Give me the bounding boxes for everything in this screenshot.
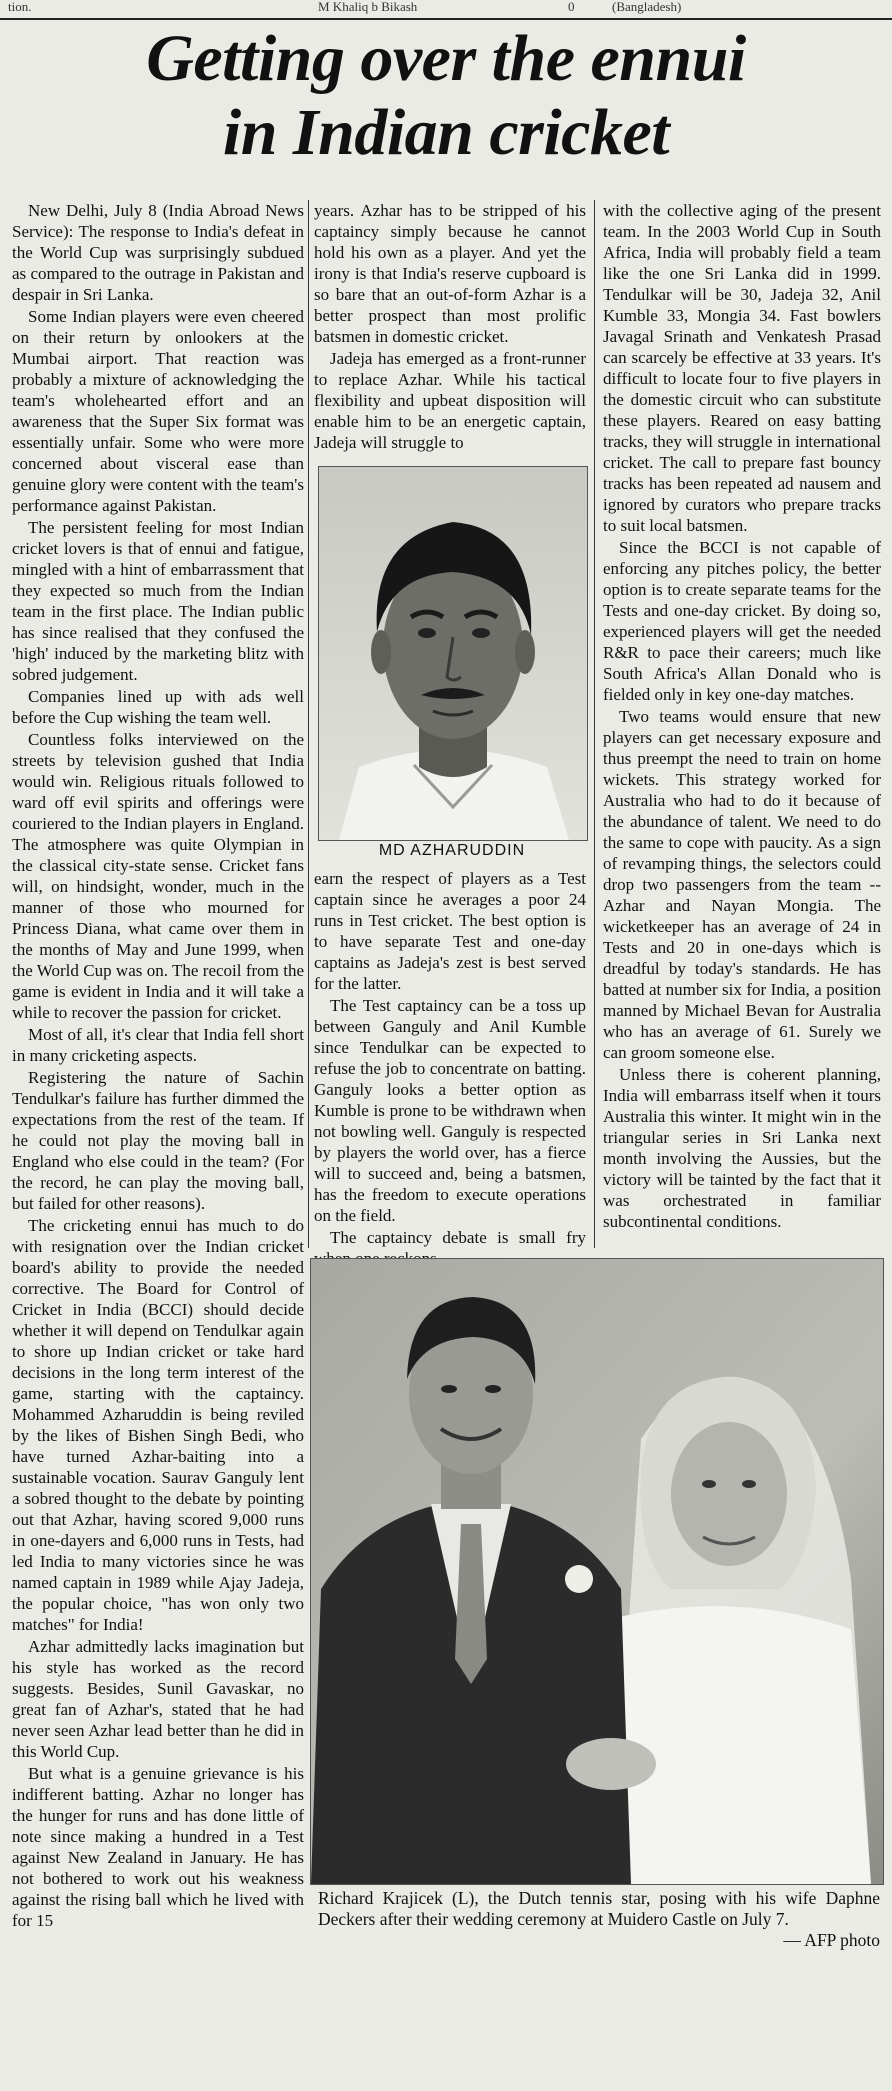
fragment-author: M Khaliq b Bikash: [318, 0, 418, 14]
paragraph: Countless folks interviewed on the streets by television gushed that India would win. Religious rituals followed to ward off evil spirits and offerings were couriered to the Indian players in England. The atmosphere was quite Olympian in the classical city-state sense. Cricket fans will, on hindsight, wonder, much in the manner of those who mourned for Princess Diana, what came over them in the months of May and June 1999, when the World Cup was on. The recoil from the game is evident in India and it will take a while to recover the passion for cricket.: [12, 730, 304, 1022]
paragraph: Azhar admittedly lacks imagination but his style has worked as the record suggests. Besides, Sunil Gavaskar, no great fan of Azhar's, stated that he had never seen Azhar lead better than he did in this World Cup.: [12, 1637, 304, 1761]
wedding-photo: [310, 1258, 884, 1885]
azharuddin-photo: [318, 466, 588, 841]
paragraph: years. Azhar has to be stripped of his captaincy simply because he cannot hold his own as a player. And yet the irony is that India's reserve cupboard is so bare that an out-of-form Azhar is a better prospect than most prolific batsmen in domestic cricket.: [314, 201, 586, 346]
wedding-caption: [318, 1888, 880, 1951]
fragment-left: tion.: [8, 0, 32, 14]
paragraph: Jadeja has emerged as a front-runner to replace Azhar. While his tactical flexibility and upbeat disposition will enable him to be an energetic captain, Jadeja will struggle to: [314, 349, 586, 452]
paragraph: The cricketing ennui has much to do with resignation over the Indian cricket board's ability to provide the needed corrective. The Board for Control of Cricket in India (BCCI) should decide whether it will depend on Tendulkar again to shore up Indian cricket or take hard decisions in the long term interest of the game, starting with the captaincy. Mohammed Azharuddin is being reviled by the likes of Bishen Singh Bedi, who have turned Azhar-baiting into a sustainable vocation. Saurav Ganguly lent a sobred thought to the debate by pointing out that Azhar, having scored 9,000 runs in one-dayers and 6,000 runs in Tests, had led India to many victories since he was named captain in 1989 while Ajay Jadeja, the popular choice, "has won only two matches" for India!: [12, 1216, 304, 1634]
paragraph: New Delhi, July 8 (India Abroad News Service): The response to India's defeat in the World Cup was surprisingly subdued as compared to the outrage in Pakistan and despair in Sri Lanka.: [12, 201, 304, 304]
headline-line-2: in Indian cricket: [222, 96, 670, 169]
paragraph: Companies lined up with ads well before the Cup wishing the team well.: [12, 687, 304, 727]
paragraph: Registering the nature of Sachin Tendulkar's failure has further dimmed the expectations from the rest of the team. If he could not play the moving ball in England who else could in the team? (For the record, he can play the moving ball, but failed for other reasons).: [12, 1068, 304, 1213]
article-column-2-top: [314, 200, 586, 454]
paragraph: But what is a genuine grievance is his indifferent batting. Azhar no longer has the hunger for runs and has done little of note since making a hundred in a Test against New Zealand in January. He has not bothered to work out his weakness against the rising ball which he lived with for 15: [12, 1764, 304, 1930]
article-column-1: [12, 200, 304, 1932]
paragraph: Two teams would ensure that new players can get necessary exposure and thus preempt the need to train on home wickets. This strategy worked for Australia who had to do it because of the abundance of talent. We need to do the same to cope with paucity. As a sign of revamping things, the selectors could drop two passengers from the team -- Azhar and Nayan Mongia. The wicketkeeper has an average of 24 in Tests and 20 in one-days which is dreadful by today's standards. He has batted at number six for India, a position manned by Michael Bevan for Australia who has an average of 61. Surely we can groom someone else.: [603, 707, 881, 1062]
paragraph: Since the BCCI is not capable of enforcing any pitches policy, the better option is to create separate teams for the Tests and one-day cricket. By doing so, experienced players will get the needed R&R to pace their careers; much like South Africa's Allan Donald who is fielded only in key one-day matches.: [603, 538, 881, 704]
headline-line-1: Getting over the ennui: [146, 22, 746, 95]
previous-article-fragment: [0, 0, 892, 20]
azharuddin-caption: MD AZHARUDDIN: [378, 842, 526, 859]
paragraph: with the collective aging of the present team. In the 2003 World Cup in South Africa, India will probably field a team like the one Sri Lanka did in 1999. Tendulkar will be 30, Jadeja 32, Anil Kumble 33, Mongia 34. Fast bowlers Javagal Srinath and Venkatesh Prasad can scarcely be effective at 33 years. It's difficult to locate four to five players in the domestic circuit who can substitute these players. Reared on easy batting tracks, they will struggle in international cricket. The call to prepare fast bouncy tracks has been repeated ad nausem and ignored by curators who prepare tracks to suit local batsmen.: [603, 201, 881, 535]
paragraph: The persistent feeling for most Indian cricket lovers is that of ennui and fatigue, mingled with a hint of embarrassment that they expected so much from the Indian team in the first place. The Indian public has since realised that they confused the 'high' induced by the marketing blitz with sobred judgement.: [12, 518, 304, 684]
column-rule: [594, 200, 595, 1248]
column-rule: [308, 200, 309, 1248]
paragraph: Most of all, it's clear that India fell short in many cricketing aspects.: [12, 1025, 304, 1065]
article-column-3: [603, 200, 881, 1233]
fragment-country: (Bangladesh): [612, 0, 682, 14]
paragraph: The captaincy debate is small fry: [330, 1228, 586, 1247]
paragraph: Some Indian players were even cheered on their return by onlookers at the Mumbai airport. That reaction was probably a mixture of acknowledging the team's wholehearted effort and an awareness that the Super Six format was essentially unfair. Some who were more concerned about visceral ease than genuine glory were content with the team's performance against Pakistan.: [12, 307, 304, 515]
paragraph: The Test captaincy can be a toss up between Ganguly and Anil Kumble since Tendulkar can be expected to refuse the job to concentrate on batting. Ganguly looks a better option as Kumble is prone to be withdrawn when not bowling well. Ganguly is respected by players the world over, has a fierce will to succeed and, being a batsmen, has the freedom to execute operations on the field.: [314, 996, 586, 1225]
wedding-caption-text: Richard Krajicek (L), the Dutch tennis star, posing with his wife Daphne Deckers after their wedding ceremony at Muidero Castle on July 7.: [318, 1888, 880, 1929]
photo-credit: — AFP photo: [783, 1930, 880, 1950]
paragraph: earn the respect of players as a Test captain since he averages a poor 24 runs in Test cricket. The best option is to have separate Test and one-day captains as Jadeja's zest is best served for the latter.: [314, 869, 586, 993]
headline: [10, 22, 882, 170]
fragment-number: 0: [568, 0, 575, 14]
article-column-2-bottom: [314, 868, 586, 1270]
paragraph: Unless there is coherent planning, India will embarrass itself when it tours Australia this winter. It might win in the triangular series in Sri Lanka next month involving the Aussies, but the victory will be tainted by the fact that it was orchestrated in familiar subcontinental conditions.: [603, 1065, 881, 1231]
